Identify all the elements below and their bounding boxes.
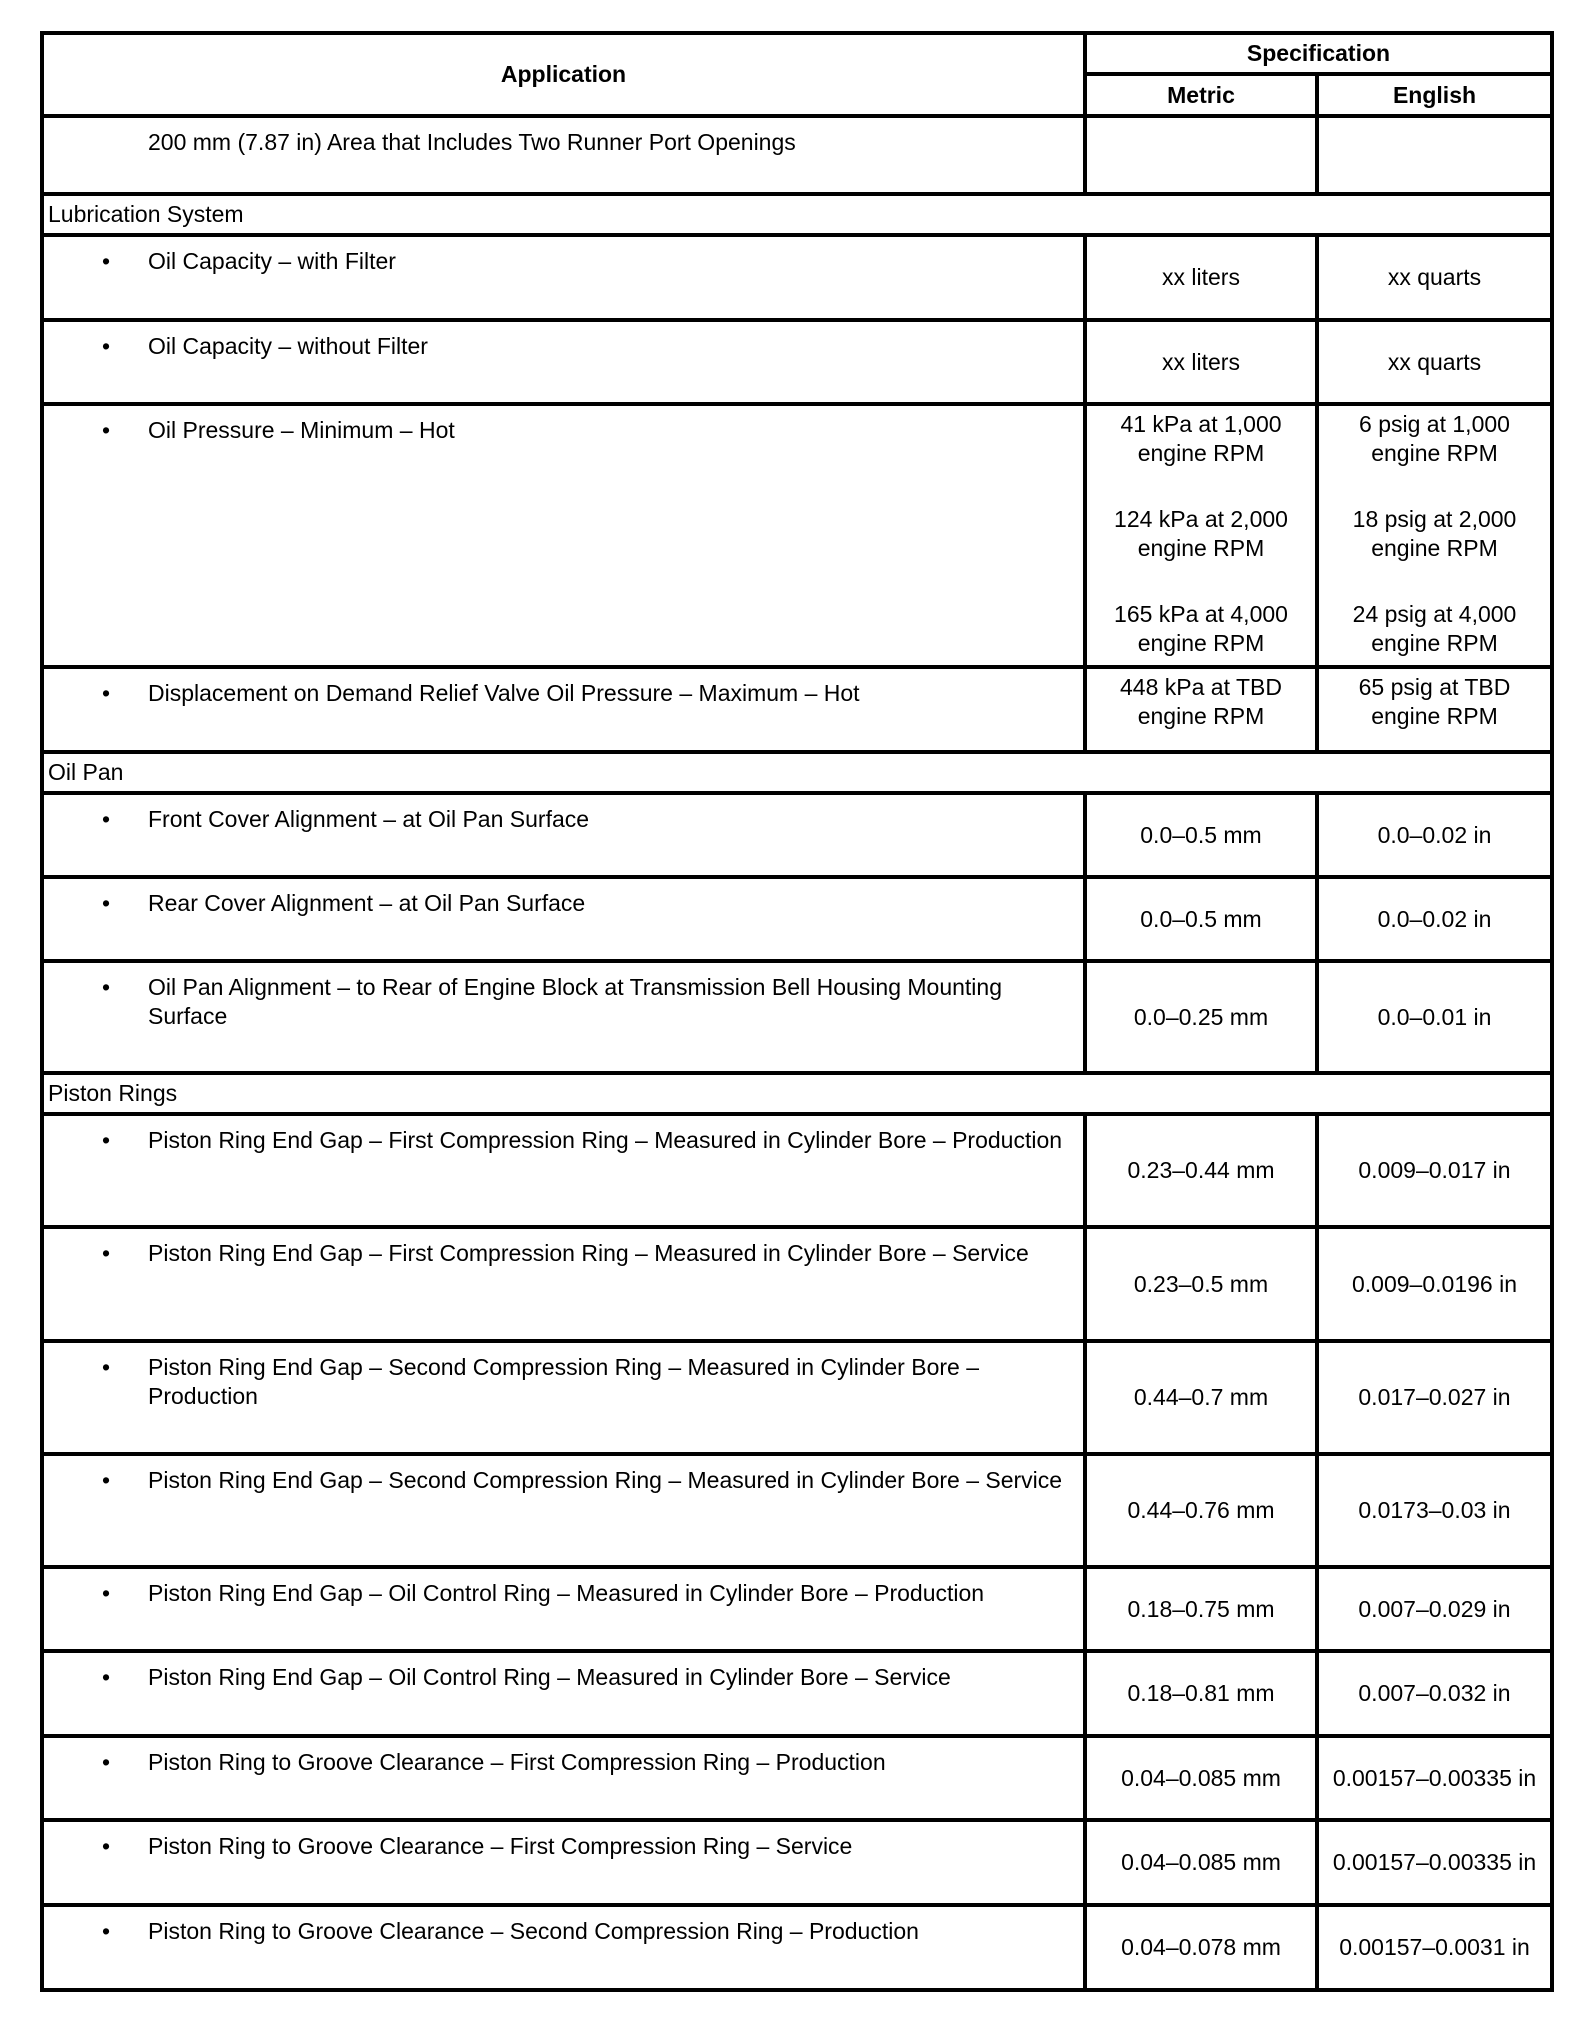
english-cell: xx quarts xyxy=(1317,235,1552,320)
bullet-icon: • xyxy=(102,890,111,916)
table-row xyxy=(42,1905,1552,1990)
bullet-icon: • xyxy=(102,417,111,443)
bullet-icon: • xyxy=(102,248,111,274)
english-cell: 0.009–0.017 in xyxy=(1317,1114,1552,1227)
table-row xyxy=(42,877,1552,961)
english-cell: 0.007–0.032 in xyxy=(1317,1651,1552,1736)
bullet-icon: • xyxy=(102,1240,111,1266)
bullet-icon: • xyxy=(102,1664,111,1690)
table-row xyxy=(42,1820,1552,1905)
application-text: Piston Ring End Gap – Second Compression Ring – Measured in Cylinder Bore – Service xyxy=(148,1467,1063,1493)
application-cell xyxy=(42,793,1085,877)
table-row xyxy=(42,1114,1552,1227)
english-cell: 0.0–0.01 in xyxy=(1317,961,1552,1073)
application-cell xyxy=(42,1905,1085,1990)
bullet-icon: • xyxy=(102,1918,111,1944)
section-row xyxy=(42,1073,1552,1114)
bullet-icon: • xyxy=(102,1354,111,1380)
table-row xyxy=(42,116,1552,194)
application-text: Rear Cover Alignment – at Oil Pan Surface xyxy=(148,890,586,916)
metric-cell: xx liters xyxy=(1085,235,1317,320)
application-cell xyxy=(42,667,1085,752)
application-text: Piston Ring End Gap – First Compression Ring – Measured in Cylinder Bore – Production xyxy=(148,1127,1063,1153)
english-cell: 0.0–0.02 in xyxy=(1317,877,1552,961)
table-row xyxy=(42,1454,1552,1567)
application-text: Front Cover Alignment – at Oil Pan Surface xyxy=(148,806,590,832)
application-cell xyxy=(42,1227,1085,1341)
section-heading: Piston Rings xyxy=(42,1073,1552,1114)
metric-cell: 0.04–0.078 mm xyxy=(1085,1905,1317,1990)
english-value: 18 psig at 2,000 engine RPM xyxy=(1352,506,1517,561)
english-cell: 0.00157–0.00335 in xyxy=(1317,1820,1552,1905)
application-text: Oil Pressure – Minimum – Hot xyxy=(148,417,455,443)
english-cell: 0.0–0.02 in xyxy=(1317,793,1552,877)
application-cell xyxy=(42,116,1085,194)
english-cell: 0.00157–0.0031 in xyxy=(1317,1905,1552,1990)
application-text: Piston Ring to Groove Clearance – Second Compression Ring – Production xyxy=(148,1918,919,1944)
metric-cell: 0.04–0.085 mm xyxy=(1085,1736,1317,1820)
application-text: Piston Ring to Groove Clearance – First Compression Ring – Production xyxy=(148,1749,886,1775)
english-value: 24 psig at 4,000 engine RPM xyxy=(1352,601,1517,656)
table-row xyxy=(42,1736,1552,1820)
section-row xyxy=(42,194,1552,235)
bullet-icon: • xyxy=(102,680,111,706)
english-value: 6 psig at 1,000 engine RPM xyxy=(1359,411,1510,466)
application-cell xyxy=(42,1567,1085,1651)
metric-cell: 0.23–0.44 mm xyxy=(1085,1114,1317,1227)
specification-table xyxy=(40,31,1554,1992)
application-cell xyxy=(42,1454,1085,1567)
metric-cell: 0.0–0.25 mm xyxy=(1085,961,1317,1073)
application-cell xyxy=(42,320,1085,404)
table-row xyxy=(42,1227,1552,1341)
english-cell: 65 psig at TBD engine RPM xyxy=(1317,667,1552,752)
english-cell xyxy=(1317,404,1552,667)
english-cell: xx quarts xyxy=(1317,320,1552,404)
english-cell xyxy=(1317,116,1552,194)
bullet-icon: • xyxy=(102,1833,111,1859)
table-row xyxy=(42,1651,1552,1736)
bullet-icon: • xyxy=(102,1580,111,1606)
english-cell: 0.0173–0.03 in xyxy=(1317,1454,1552,1567)
english-cell: 0.009–0.0196 in xyxy=(1317,1227,1552,1341)
metric-cell: 0.18–0.81 mm xyxy=(1085,1651,1317,1736)
metric-cell xyxy=(1085,116,1317,194)
application-text: Oil Pan Alignment – to Rear of Engine Block at Transmission Bell Housing Mounting Surface xyxy=(148,974,1002,1029)
english-cell: 0.007–0.029 in xyxy=(1317,1567,1552,1651)
english-cell: 0.017–0.027 in xyxy=(1317,1341,1552,1454)
metric-cell: 0.44–0.7 mm xyxy=(1085,1341,1317,1454)
section-heading: Oil Pan xyxy=(42,752,1552,793)
application-text: Piston Ring End Gap – Oil Control Ring – Measured in Cylinder Bore – Production xyxy=(148,1580,985,1606)
table-row xyxy=(42,1567,1552,1651)
header-application: Application xyxy=(42,33,1085,116)
section-row xyxy=(42,752,1552,793)
application-text: Oil Capacity – without Filter xyxy=(148,333,428,359)
metric-value: 165 kPa at 4,000 engine RPM xyxy=(1114,601,1288,656)
table-row xyxy=(42,961,1552,1073)
application-cell xyxy=(42,1820,1085,1905)
bullet-icon: • xyxy=(102,333,111,359)
metric-cell xyxy=(1085,404,1317,667)
bullet-icon: • xyxy=(102,1467,111,1493)
application-cell xyxy=(42,961,1085,1073)
section-heading: Lubrication System xyxy=(42,194,1552,235)
metric-value: 41 kPa at 1,000 engine RPM xyxy=(1120,411,1282,466)
bullet-icon: • xyxy=(102,806,111,832)
application-cell xyxy=(42,1341,1085,1454)
bullet-icon: • xyxy=(102,1127,111,1153)
metric-cell: xx liters xyxy=(1085,320,1317,404)
application-text: Displacement on Demand Relief Valve Oil Pressure – Maximum – Hot xyxy=(148,680,860,706)
header-english: English xyxy=(1317,74,1552,116)
bullet-icon: • xyxy=(102,1749,111,1775)
metric-value: 124 kPa at 2,000 engine RPM xyxy=(1114,506,1288,561)
english-cell: 0.00157–0.00335 in xyxy=(1317,1736,1552,1820)
table-body xyxy=(42,116,1552,1990)
metric-cell: 0.44–0.76 mm xyxy=(1085,1454,1317,1567)
metric-cell: 0.04–0.085 mm xyxy=(1085,1820,1317,1905)
application-text: Piston Ring to Groove Clearance – First Compression Ring – Service xyxy=(148,1833,853,1859)
application-cell xyxy=(42,1651,1085,1736)
metric-cell: 0.18–0.75 mm xyxy=(1085,1567,1317,1651)
application-text: Piston Ring End Gap – First Compression Ring – Measured in Cylinder Bore – Service xyxy=(148,1240,1029,1266)
metric-cell: 0.0–0.5 mm xyxy=(1085,877,1317,961)
table-row xyxy=(42,667,1552,752)
table-row xyxy=(42,1341,1552,1454)
metric-cell: 0.23–0.5 mm xyxy=(1085,1227,1317,1341)
application-cell xyxy=(42,235,1085,320)
metric-cell: 448 kPa at TBD engine RPM xyxy=(1085,667,1317,752)
application-cell xyxy=(42,1736,1085,1820)
table-row xyxy=(42,235,1552,320)
table-row xyxy=(42,793,1552,877)
header-specification: Specification xyxy=(1085,33,1552,74)
table-row xyxy=(42,320,1552,404)
metric-cell: 0.0–0.5 mm xyxy=(1085,793,1317,877)
application-text: Piston Ring End Gap – Second Compression Ring – Measured in Cylinder Bore – Production xyxy=(148,1354,979,1409)
table-row xyxy=(42,404,1552,667)
header-metric: Metric xyxy=(1085,74,1317,116)
application-cell xyxy=(42,404,1085,667)
application-text: Piston Ring End Gap – Oil Control Ring – Measured in Cylinder Bore – Service xyxy=(148,1664,951,1690)
application-text: 200 mm (7.87 in) Area that Includes Two Runner Port Openings xyxy=(148,129,796,155)
application-cell xyxy=(42,1114,1085,1227)
application-text: Oil Capacity – with Filter xyxy=(148,248,396,274)
bullet-icon: • xyxy=(102,974,111,1000)
application-cell xyxy=(42,877,1085,961)
